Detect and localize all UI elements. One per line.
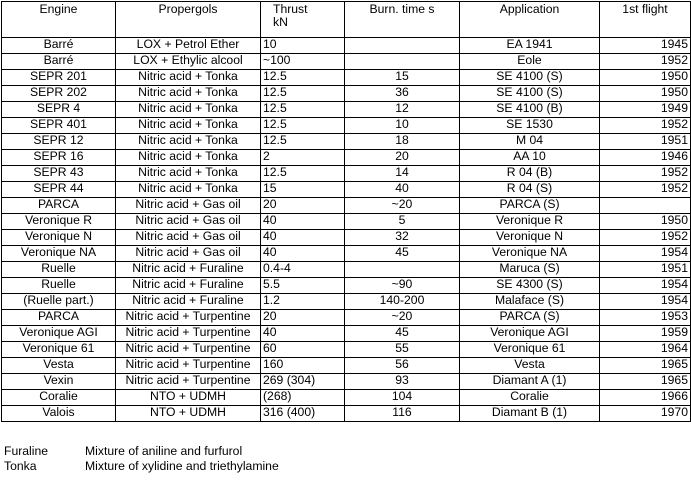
header-application: Application bbox=[460, 2, 600, 38]
cell-burn-time: ~90 bbox=[345, 278, 460, 294]
header-thrust-label: Thrust bbox=[273, 2, 308, 16]
cell-engine: SEPR 12 bbox=[2, 134, 116, 150]
cell-thrust: 0.4-4 bbox=[261, 262, 345, 278]
cell-application: Veronique R bbox=[460, 214, 600, 230]
cell-first-flight: 1953 bbox=[600, 310, 691, 326]
cell-application: SE 4300 (S) bbox=[460, 278, 600, 294]
table-body bbox=[2, 38, 691, 422]
cell-engine: Vexin bbox=[2, 374, 116, 390]
cell-first-flight: 1954 bbox=[600, 294, 691, 310]
cell-first-flight: 1950 bbox=[600, 214, 691, 230]
table-row bbox=[2, 246, 691, 262]
cell-propergols: Nitric acid + Turpentine bbox=[116, 374, 261, 390]
cell-thrust: 60 bbox=[261, 342, 345, 358]
table-row bbox=[2, 198, 691, 214]
cell-engine: SEPR 43 bbox=[2, 166, 116, 182]
legend bbox=[4, 444, 279, 474]
header-first-flight: 1st flight bbox=[600, 2, 691, 38]
cell-propergols: Nitric acid + Turpentine bbox=[116, 358, 261, 374]
cell-propergols: LOX + Petrol Ether bbox=[116, 38, 261, 54]
cell-engine: Ruelle bbox=[2, 278, 116, 294]
cell-application: SE 4100 (S) bbox=[460, 86, 600, 102]
cell-burn-time: 45 bbox=[345, 326, 460, 342]
table-row bbox=[2, 358, 691, 374]
cell-thrust: 316 (400) bbox=[261, 406, 345, 422]
table-row bbox=[2, 342, 691, 358]
cell-application: Eole bbox=[460, 54, 600, 70]
table-row bbox=[2, 294, 691, 310]
cell-propergols: Nitric acid + Gas oil bbox=[116, 246, 261, 262]
cell-application: Coralie bbox=[460, 390, 600, 406]
cell-first-flight: 1945 bbox=[600, 38, 691, 54]
cell-application: Veronique AGI bbox=[460, 326, 600, 342]
table-row bbox=[2, 214, 691, 230]
table-row bbox=[2, 54, 691, 70]
cell-first-flight: 1970 bbox=[600, 406, 691, 422]
table-row bbox=[2, 38, 691, 54]
cell-propergols: NTO + UDMH bbox=[116, 390, 261, 406]
cell-propergols: Nitric acid + Tonka bbox=[116, 102, 261, 118]
cell-application: Veronique NA bbox=[460, 246, 600, 262]
cell-first-flight: 1959 bbox=[600, 326, 691, 342]
cell-engine: SEPR 401 bbox=[2, 118, 116, 134]
cell-engine: Veronique AGI bbox=[2, 326, 116, 342]
cell-thrust: 12.5 bbox=[261, 134, 345, 150]
cell-burn-time: 45 bbox=[345, 246, 460, 262]
header-row bbox=[2, 2, 691, 38]
cell-first-flight: 1949 bbox=[600, 102, 691, 118]
table-row bbox=[2, 86, 691, 102]
cell-first-flight: 1951 bbox=[600, 262, 691, 278]
cell-application: EA 1941 bbox=[460, 38, 600, 54]
table-row bbox=[2, 102, 691, 118]
cell-burn-time: 93 bbox=[345, 374, 460, 390]
header-burn-time: Burn. time s bbox=[345, 2, 460, 38]
cell-burn-time: 55 bbox=[345, 342, 460, 358]
table-row bbox=[2, 70, 691, 86]
table-row bbox=[2, 262, 691, 278]
cell-application: SE 1530 bbox=[460, 118, 600, 134]
cell-first-flight: 1965 bbox=[600, 374, 691, 390]
cell-engine: Vesta bbox=[2, 358, 116, 374]
cell-propergols: Nitric acid + Gas oil bbox=[116, 198, 261, 214]
table-row bbox=[2, 374, 691, 390]
cell-application: PARCA (S) bbox=[460, 310, 600, 326]
legend-item-tonka bbox=[4, 459, 279, 474]
cell-engine: Coralie bbox=[2, 390, 116, 406]
cell-first-flight: 1965 bbox=[600, 358, 691, 374]
table-row bbox=[2, 406, 691, 422]
cell-thrust: 20 bbox=[261, 310, 345, 326]
cell-propergols: Nitric acid + Tonka bbox=[116, 118, 261, 134]
cell-burn-time: 5 bbox=[345, 214, 460, 230]
header-thrust-unit: kN bbox=[273, 15, 288, 29]
cell-engine: PARCA bbox=[2, 198, 116, 214]
cell-burn-time: 140-200 bbox=[345, 294, 460, 310]
cell-propergols: Nitric acid + Tonka bbox=[116, 150, 261, 166]
legend-item-furaline bbox=[4, 444, 279, 459]
cell-first-flight: 1951 bbox=[600, 134, 691, 150]
cell-propergols: Nitric acid + Tonka bbox=[116, 86, 261, 102]
cell-thrust: 1.2 bbox=[261, 294, 345, 310]
cell-first-flight: 1952 bbox=[600, 166, 691, 182]
cell-propergols: Nitric acid + Turpentine bbox=[116, 342, 261, 358]
cell-thrust: 269 (304) bbox=[261, 374, 345, 390]
cell-application: Diamant B (1) bbox=[460, 406, 600, 422]
cell-propergols: Nitric acid + Tonka bbox=[116, 182, 261, 198]
cell-burn-time: 14 bbox=[345, 166, 460, 182]
cell-propergols: Nitric acid + Turpentine bbox=[116, 326, 261, 342]
cell-application: PARCA (S) bbox=[460, 198, 600, 214]
cell-propergols: Nitric acid + Gas oil bbox=[116, 214, 261, 230]
cell-burn-time: 15 bbox=[345, 70, 460, 86]
cell-thrust: 160 bbox=[261, 358, 345, 374]
cell-thrust: 15 bbox=[261, 182, 345, 198]
cell-propergols: Nitric acid + Gas oil bbox=[116, 230, 261, 246]
cell-engine: Ruelle bbox=[2, 262, 116, 278]
header-propergols: Propergols bbox=[116, 2, 261, 38]
cell-propergols: Nitric acid + Furaline bbox=[116, 278, 261, 294]
cell-application: M 04 bbox=[460, 134, 600, 150]
table-row bbox=[2, 134, 691, 150]
table-row bbox=[2, 118, 691, 134]
cell-propergols: Nitric acid + Furaline bbox=[116, 262, 261, 278]
cell-propergols: Nitric acid + Tonka bbox=[116, 134, 261, 150]
cell-burn-time: 10 bbox=[345, 118, 460, 134]
cell-engine: Veronique N bbox=[2, 230, 116, 246]
cell-burn-time: 116 bbox=[345, 406, 460, 422]
cell-application: Veronique 61 bbox=[460, 342, 600, 358]
cell-thrust: 40 bbox=[261, 230, 345, 246]
cell-application: AA 10 bbox=[460, 150, 600, 166]
cell-engine: Veronique 61 bbox=[2, 342, 116, 358]
cell-first-flight: 1946 bbox=[600, 150, 691, 166]
cell-burn-time: 32 bbox=[345, 230, 460, 246]
cell-burn-time: 104 bbox=[345, 390, 460, 406]
cell-first-flight: 1950 bbox=[600, 86, 691, 102]
cell-propergols: Nitric acid + Tonka bbox=[116, 70, 261, 86]
cell-thrust: 20 bbox=[261, 198, 345, 214]
table-row bbox=[2, 230, 691, 246]
table-row bbox=[2, 150, 691, 166]
table-row bbox=[2, 390, 691, 406]
cell-first-flight: 1954 bbox=[600, 246, 691, 262]
cell-thrust: 40 bbox=[261, 326, 345, 342]
cell-burn-time: ~20 bbox=[345, 310, 460, 326]
cell-thrust: 12.5 bbox=[261, 102, 345, 118]
cell-burn-time: 18 bbox=[345, 134, 460, 150]
cell-first-flight: 1964 bbox=[600, 342, 691, 358]
cell-propergols: NTO + UDMH bbox=[116, 406, 261, 422]
cell-application: SE 4100 (B) bbox=[460, 102, 600, 118]
cell-first-flight: 1952 bbox=[600, 54, 691, 70]
cell-thrust: ~100 bbox=[261, 54, 345, 70]
cell-propergols: Nitric acid + Furaline bbox=[116, 294, 261, 310]
cell-engine: SEPR 4 bbox=[2, 102, 116, 118]
cell-engine: PARCA bbox=[2, 310, 116, 326]
legend-term: Tonka bbox=[4, 459, 37, 473]
cell-thrust: 12.5 bbox=[261, 70, 345, 86]
cell-burn-time: 36 bbox=[345, 86, 460, 102]
cell-engine: SEPR 16 bbox=[2, 150, 116, 166]
cell-first-flight: 1952 bbox=[600, 182, 691, 198]
cell-first-flight: 1950 bbox=[600, 70, 691, 86]
cell-application: Diamant A (1) bbox=[460, 374, 600, 390]
cell-burn-time: 12 bbox=[345, 102, 460, 118]
cell-application: Veronique N bbox=[460, 230, 600, 246]
cell-thrust: 2 bbox=[261, 150, 345, 166]
table-header bbox=[2, 2, 691, 38]
cell-engine: Valois bbox=[2, 406, 116, 422]
cell-burn-time bbox=[345, 262, 460, 278]
cell-engine: Veronique R bbox=[2, 214, 116, 230]
cell-application: Malaface (S) bbox=[460, 294, 600, 310]
cell-application: SE 4100 (S) bbox=[460, 70, 600, 86]
cell-burn-time: 20 bbox=[345, 150, 460, 166]
cell-thrust: 40 bbox=[261, 214, 345, 230]
cell-engine: Veronique NA bbox=[2, 246, 116, 262]
cell-first-flight: 1952 bbox=[600, 230, 691, 246]
cell-burn-time bbox=[345, 38, 460, 54]
table-row bbox=[2, 278, 691, 294]
cell-thrust: 5.5 bbox=[261, 278, 345, 294]
cell-engine: Barré bbox=[2, 54, 116, 70]
engines-table bbox=[1, 1, 691, 422]
cell-first-flight: 1952 bbox=[600, 118, 691, 134]
cell-burn-time: ~20 bbox=[345, 198, 460, 214]
cell-thrust: 40 bbox=[261, 246, 345, 262]
table-row bbox=[2, 326, 691, 342]
table-row bbox=[2, 182, 691, 198]
cell-engine: SEPR 201 bbox=[2, 70, 116, 86]
cell-first-flight: 1954 bbox=[600, 278, 691, 294]
cell-thrust: 10 bbox=[261, 38, 345, 54]
table-row bbox=[2, 166, 691, 182]
cell-burn-time bbox=[345, 54, 460, 70]
cell-burn-time: 40 bbox=[345, 182, 460, 198]
cell-first-flight bbox=[600, 198, 691, 214]
table-row bbox=[2, 310, 691, 326]
cell-engine: SEPR 44 bbox=[2, 182, 116, 198]
cell-thrust: 12.5 bbox=[261, 118, 345, 134]
cell-burn-time: 56 bbox=[345, 358, 460, 374]
cell-thrust: 12.5 bbox=[261, 86, 345, 102]
cell-first-flight: 1966 bbox=[600, 390, 691, 406]
header-thrust bbox=[261, 2, 345, 38]
cell-application: R 04 (B) bbox=[460, 166, 600, 182]
cell-engine: (Ruelle part.) bbox=[2, 294, 116, 310]
legend-definition: Mixture of aniline and furfurol bbox=[85, 444, 243, 458]
legend-term: Furaline bbox=[4, 444, 49, 458]
cell-engine: Barré bbox=[2, 38, 116, 54]
cell-thrust: (268) bbox=[261, 390, 345, 406]
cell-application: Vesta bbox=[460, 358, 600, 374]
cell-thrust: 12.5 bbox=[261, 166, 345, 182]
cell-propergols: LOX + Ethylic alcool bbox=[116, 54, 261, 70]
cell-application: Maruca (S) bbox=[460, 262, 600, 278]
cell-propergols: Nitric acid + Tonka bbox=[116, 166, 261, 182]
cell-propergols: Nitric acid + Turpentine bbox=[116, 310, 261, 326]
header-engine: Engine bbox=[2, 2, 116, 38]
cell-application: R 04 (S) bbox=[460, 182, 600, 198]
cell-engine: SEPR 202 bbox=[2, 86, 116, 102]
legend-definition: Mixture of xylidine and triethylamine bbox=[85, 459, 279, 473]
